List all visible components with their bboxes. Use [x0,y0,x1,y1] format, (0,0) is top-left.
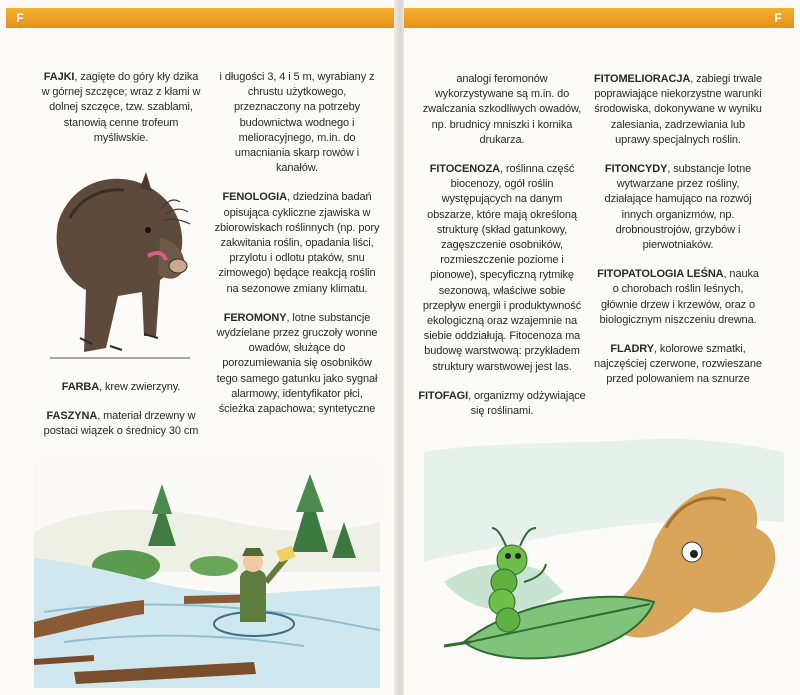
entry-definition: , krew zwierzyny. [99,381,181,393]
entry-definition: , materiał drzewny w postaci wiązek o średnicy 30 cm [43,410,199,438]
entry-term: FENOLOGIA [222,191,287,204]
entry-term: FITONCYDY [604,163,668,176]
entry-definition: , lotne substancje wydzielane przez gruczoły wonne owadów, służące do porozumiewania się osobników tego samego gatunku jako sygnał alarmowy, identyfikator płci, ścieżka zapachowa; syntetyczne [216,311,378,416]
section-letter-tab: F [16,11,24,25]
entry-definition: , substancje lotne wytwarzane przez rośliny, działające hamująco na rozwój innych organizmów, np. drobnoustrojów, grzybów i pierwotniaków. [604,163,752,252]
column-left-1b [40,380,202,454]
wild-boar-illustration [40,168,200,368]
entry-definition: , nauka o chorobach roślin leśnych, głównie drzew i krzewów, oraz o biologicznym niszczeniu drewna. [599,268,759,326]
left-page [0,0,396,695]
entry-definition: , roślinna część biocenozy, ogół roślin występujących na danym obszarze, które mają określoną strukturę (skład gatunkowy, zagęszczenie osobników, rozmieszczenie poziome i pionowe), specyficzną rytmikę sezonową, właściwe sobie przepływ energii i produktywność ekologiczną oraz wzajemnie na siebie oddziałują. Fitocenoza ma budowę warstwową: przykładem struktury warstwowej jest las. [422,163,582,373]
column-right-2 [594,72,762,402]
entry-fitoncydy [594,162,762,253]
entry-faszyna [40,409,202,439]
entry-feromony-continued: analogi feromonów wykorzystywane są m.in. do zwalczania szkodliwych owadów, np. brudnicy mniszki i kornika drukarza. [422,73,582,146]
entry-fitofagi [418,389,586,419]
entry-term: FLADRY [610,343,654,356]
entry-term: FARBA [61,381,100,393]
entry-term: FASZYNA [46,410,98,423]
entry-definition: , dziedzina badań opisująca cykliczne zjawiska w zbiorowiskach roślinnych (np. pory zakwitania roślin, opadania liści, przylotu i odlotu ptaków, snu zimowego) będące reakcją roślin na sezonowe zmiany klimatu. [214,191,380,295]
entry-farba [40,380,202,395]
header-bar [404,8,794,28]
forester-river-illustration [34,462,380,688]
entry-term: FITOCENOZA [429,163,501,176]
entry-fitomelioracja [594,72,762,148]
entry-fajki [40,70,202,146]
entry-term: FITOPATOLOGIA LEŚNA [597,268,724,281]
header-bar [6,8,396,28]
entry-fenologia [214,190,380,296]
entry-definition: , kolorowe szmatki, najczęściej czerwone, rozwieszane przed polowaniem na sznurze [594,343,762,386]
column-left-1a [40,70,202,160]
entry-fladry [594,342,762,388]
entry-definition: , zabiegi trwale poprawiające niekorzystne warunki środowiska, dokonywane w wyniku zalesiania, zadrzewiania lub uprawy specjalnych roślin. [594,73,762,146]
entry-definition: , zagięte do góry kły dzika w górnej szczęce; wraz z kłami w dolnej szczęce, tzw. szablami, stanowią cenne trofeum myśliwskie. [41,71,201,144]
entry-term: FITOFAGI [418,389,469,402]
column-right-1 [418,72,586,433]
caterpillar-leaf-illustration [404,432,794,688]
entry-faszyna-continued: i długości 3, 4 i 5 m, wyrabiany z chrustu użytkowego, przeznaczony na potrzeby budownictwa wodnego i melioracyjnego, m.in. do umacniania skarp rowów i kanałów. [219,71,375,175]
entry-definition: , organizmy odżywiające się roślinami. [468,389,586,418]
entry-fitocenoza [418,162,586,375]
entry-term: FITOMELIORACJA [594,73,691,85]
section-letter-tab: F [774,11,782,25]
entry-fitopatologia [594,267,762,328]
column-left-2 [214,70,380,431]
entry-feromony [214,311,380,417]
right-page [404,0,800,695]
entry-term: FEROMONY [223,311,287,324]
entry-term: FAJKI [43,71,75,83]
